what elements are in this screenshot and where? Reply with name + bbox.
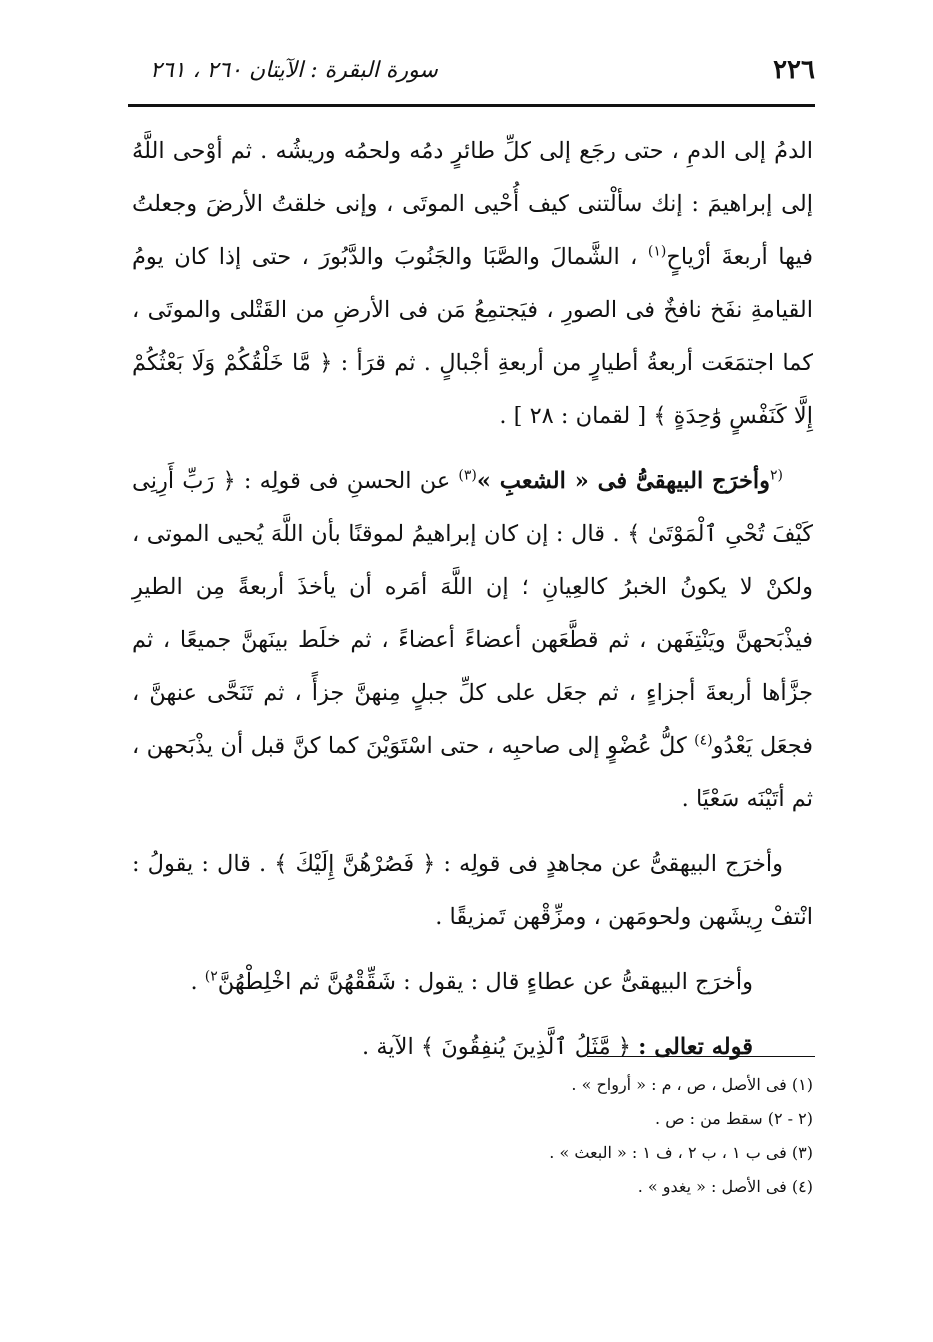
page-number: ٢٢٦ bbox=[773, 55, 815, 85]
footnotes bbox=[300, 1068, 813, 1204]
section-lead: قوله تعالى : bbox=[638, 1034, 753, 1060]
footnote-2: (٢ - ٢) سقط من : ص . bbox=[655, 1109, 813, 1128]
footnote-ref-2-close: ٢) bbox=[204, 968, 218, 985]
footnote-ref-3: (٣) bbox=[458, 467, 477, 484]
paragraph-2-text-after-2: كلُّ عُضْوٍ إلى صاحبِه ، حتى اسْتَوَيْنَ كما كنَّ قبل أن يذْبَحهن ، ثم أتَيْنَه سَعْيًا . bbox=[132, 733, 813, 812]
paragraph-3-text: وأخرَج البيهقىُّ عن مجاهدٍ فى قولِه : ﴿ فَصُرْهُنَّ إِلَيْكَ ﴾ . قال : يقولُ : انْتفْ رِيشَهن ولحومَهن ، ومزِّقْهن تَمزيقًا . bbox=[132, 851, 813, 930]
footnote-ref-4: (٤) bbox=[694, 732, 713, 749]
footnote-1: (١) فى الأصل ، ص ، م : « أرواح » . bbox=[571, 1075, 813, 1094]
paragraph-2-text-before: وأخرَج البيهقىُّ فى « الشعبِ » bbox=[476, 468, 771, 494]
paragraph-1-text-before: الدمُ إلى الدمِ ، حتى رجَع إلى كلِّ طائرٍ دمُه ولحمُه وريشُه . ثم أوْحى اللَّهُ إلى إبراهيمَ : إنك سألْتنى كيف أُحْيى الموتَى ، وإنى خلقتُ الأرضَ وجعلتُ فيها أربعةَ أرْياحٍ bbox=[132, 138, 813, 270]
footnote-ref-2-open: (٢ bbox=[770, 467, 784, 484]
running-title: سورة البقرة : الآيتان ٢٦٠ ، ٢٦١ bbox=[150, 57, 438, 83]
footnote-4: (٤) فى الأصل : « يغدو » . bbox=[637, 1177, 813, 1196]
footnote-3: (٣) فى ب ١ ، ب ٢ ، ف ١ : « البعث » . bbox=[549, 1143, 813, 1162]
main-text bbox=[132, 125, 813, 1074]
footnote-ref-1: (١) bbox=[647, 243, 667, 260]
paragraph-1 bbox=[132, 125, 813, 443]
paragraph-2 bbox=[132, 455, 813, 826]
paragraph-4-end: . bbox=[190, 969, 198, 995]
page-header bbox=[130, 50, 815, 90]
paragraph-3 bbox=[132, 838, 813, 944]
paragraph-4 bbox=[132, 956, 813, 1009]
paragraph-4-text: وأخرَج البيهقىُّ عن عطاءٍ قال : يقول : شَقِّقْهُنَّ ثم اخْلِطْهُنَّ bbox=[217, 969, 753, 995]
header-rule bbox=[128, 104, 815, 107]
footnote-rule bbox=[587, 1056, 815, 1057]
paragraph-1-text-after: ، الشَّمالَ والصَّبَا والجَنُوبَ والدَّبُورَ ، حتى إذا كان يومُ القيامةِ نفَخ نافخٌ فى الصورِ ، فيَجتمِعُ مَن فى الأرضِ من القَتْلى والموتَى ، كما اجتمَعَت أربعةُ أطيارٍ من أربعةِ أجْبالٍ . ثم قرَأ : ﴿ مَّا خَلْقُكُمْ وَلَا بَعْثُكُمْ إِلَّا كَنَفْسٍ وَٰحِدَةٍ ﴾ [ لقمان : ٢٨ ] . bbox=[132, 244, 813, 429]
paragraph-2-text-after: عن الحسنِ فى قولِه : ﴿ رَبِّ أَرِنِى كَيْفَ تُحْىِ ٱلْمَوْتَىٰ ﴾ . قال : إن كان إبراهيمُ لموقنًا بأن اللَّهَ يُحيى الموتى ، ولكنْ لا يكونُ الخبرُ كالعِيانِ ؛ إن اللَّهَ أمَره أن يأخذَ أربعةً مِن الطيرِ فيذْبَحهنَّ ويَنْتِفَهن ، ثم قطَّعَهن أعضاءً أعضاءً ، ثم خلَط بينَهنَّ جميعًا ، ثم جزَّأها أربعةَ أجزاءٍ ، ثم جعَل على كلِّ جبلٍ مِنهنَّ جزأً ، ثم تَنَحَّى عنهنَّ ، فجعَل يَعْدُو bbox=[132, 468, 813, 759]
paragraph-5-text: ﴿ مَّثَلُ ٱلَّذِينَ يُنفِقُونَ ﴾ الآية . bbox=[362, 1034, 631, 1060]
paragraph-5 bbox=[132, 1021, 813, 1074]
